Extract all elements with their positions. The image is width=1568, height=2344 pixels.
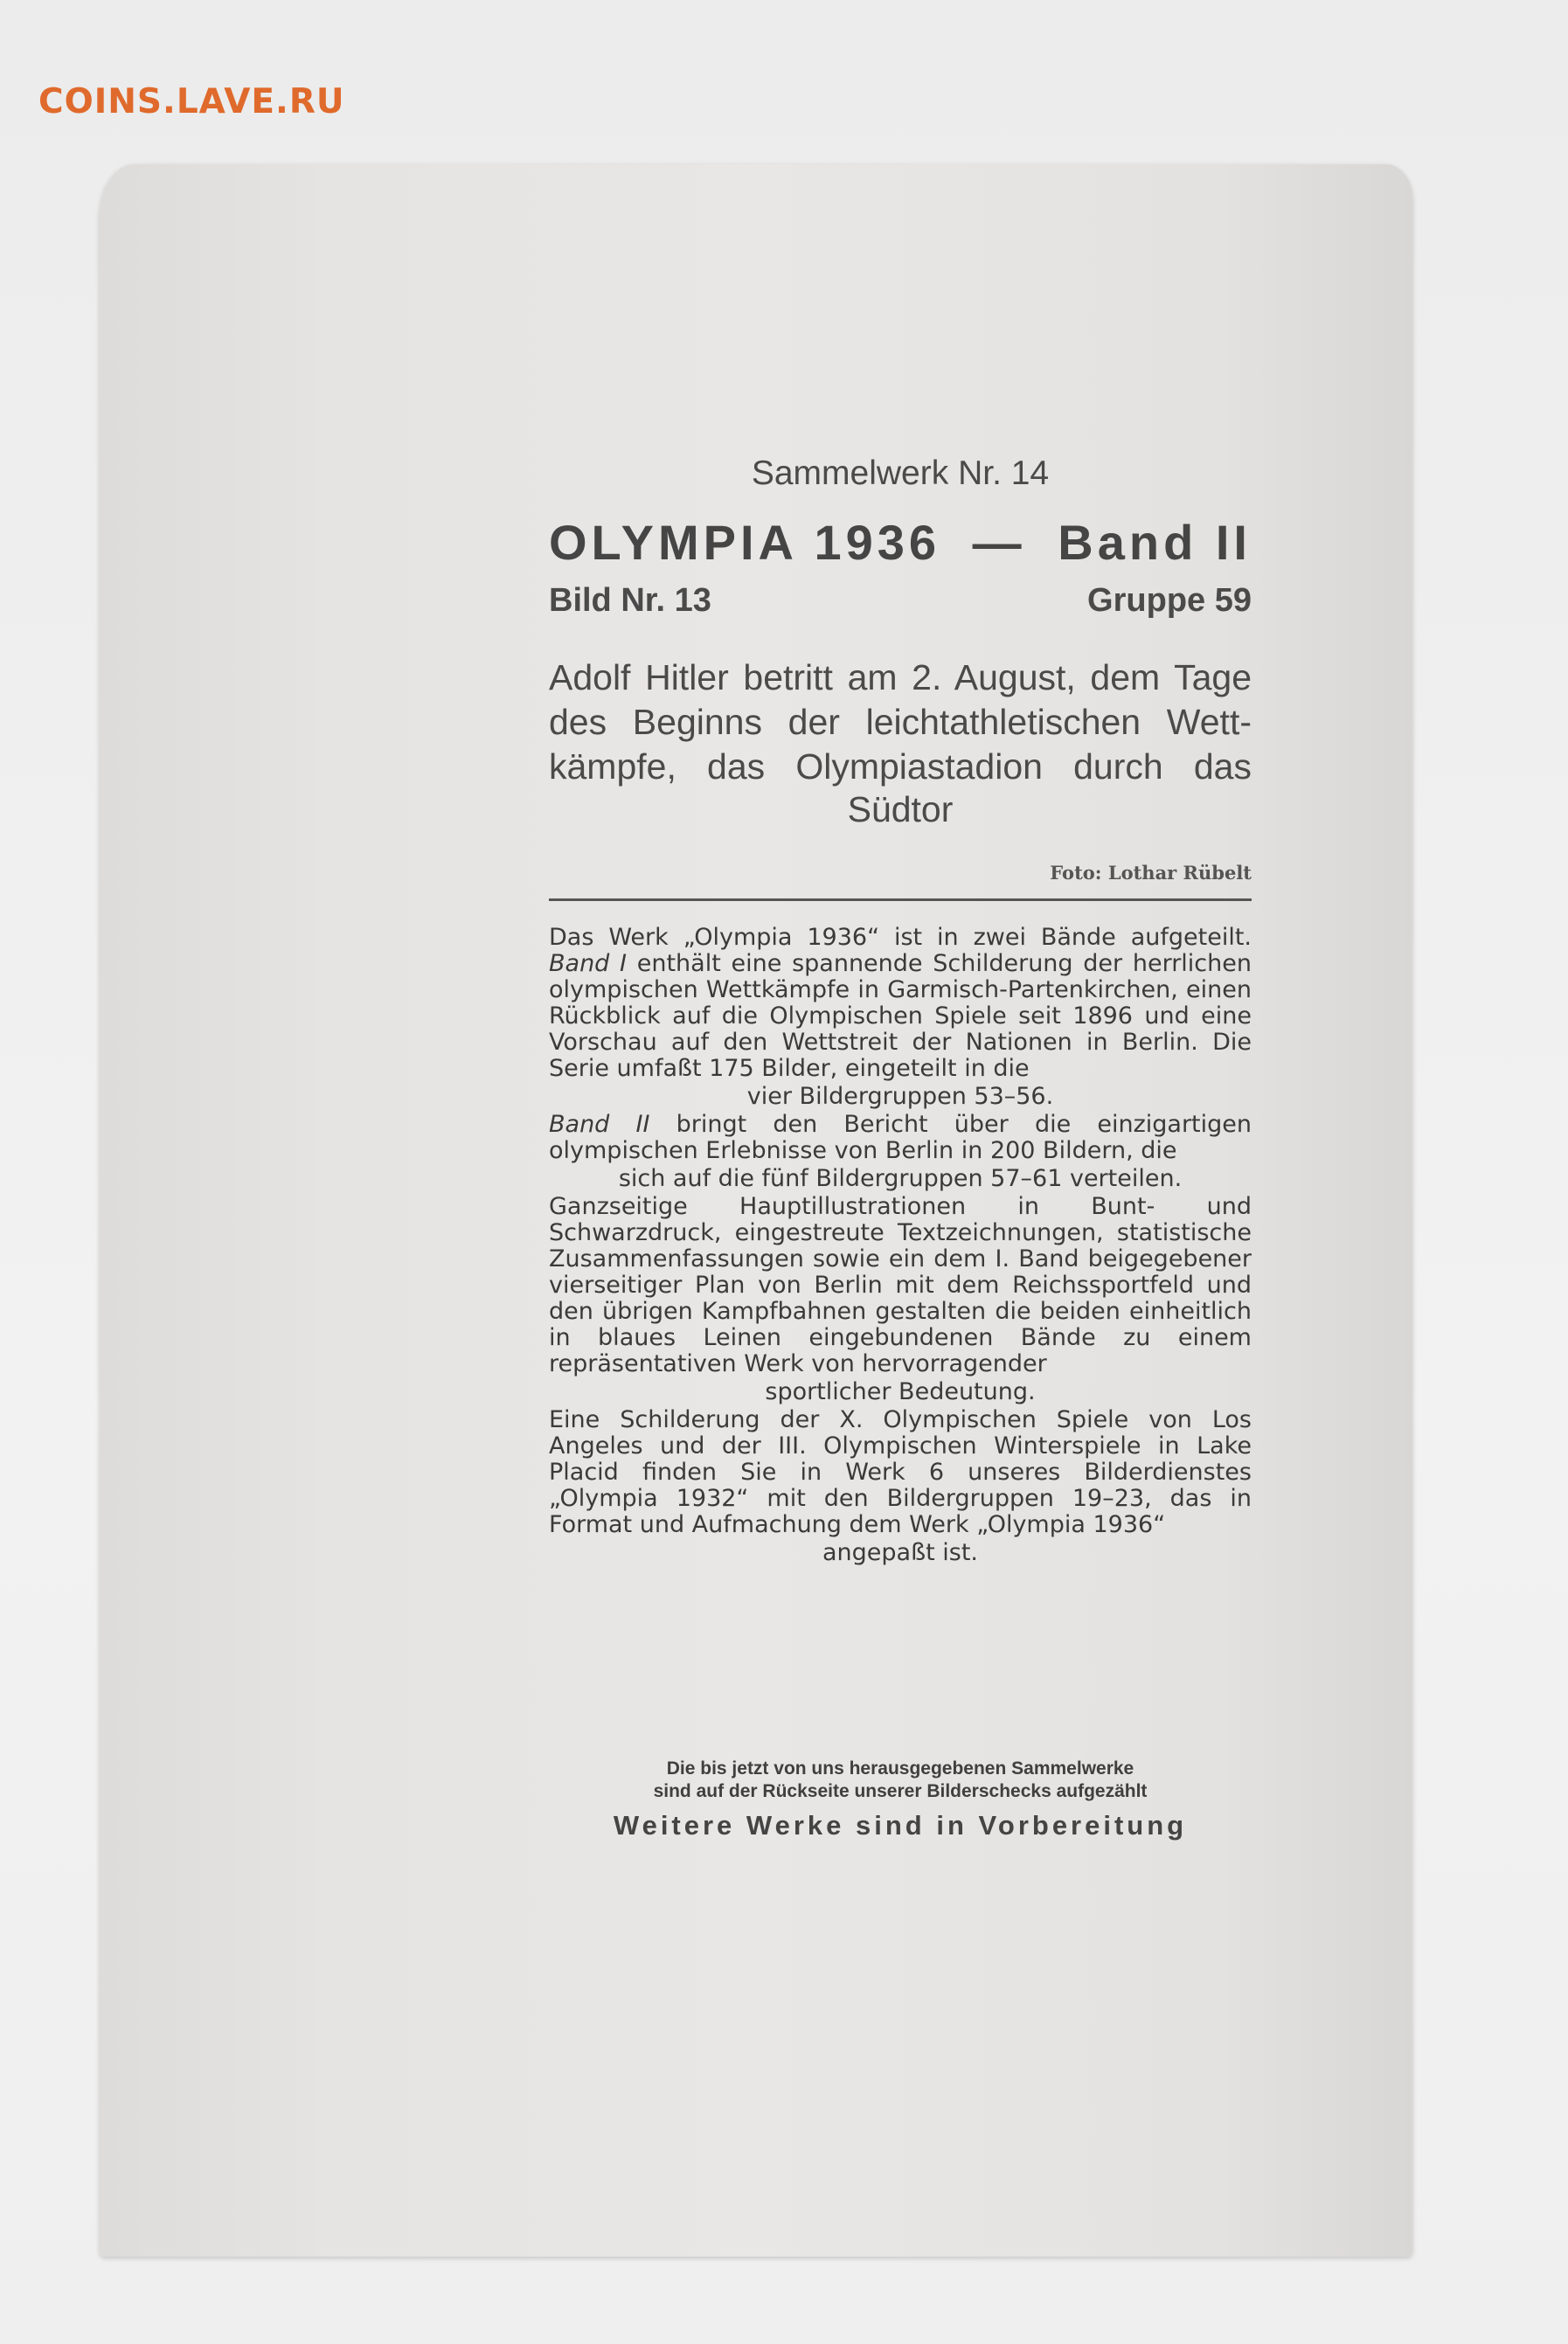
caption-line: Adolf Hitler betritt am 2. August, dem Tage xyxy=(549,657,1252,697)
title-olympia: OLYMPIA 1936 xyxy=(549,515,941,570)
card-title xyxy=(549,514,1252,571)
paragraph-1 xyxy=(549,925,1252,1082)
card-back xyxy=(100,164,1412,2257)
paragraph-3: Ganzseitige Hauptillustrationen in Bunt- und Schwarzdruck, eingestreute Textzeichnungen, statistische Zusammenfassungen sowie ein dem I. Band beigegebener vierseitiger Plan von Berlin mit dem Reichssportfeld und den übrigen Kampfbahnen gestalten die beiden einheitlich in blaues Leinen eingebundenen Bände zu einem repräsentativen Werk von hervorragender xyxy=(549,1193,1252,1377)
paragraph-4: Eine Schilderung der X. Olympischen Spiele von Los Angeles und der III. Olympischen Winterspiele in Lake Placid finden Sie in Werk 6 unseres Bilderdienstes „Olympia 1932“ mit den Bildergruppen 19–23, das in Format und Aufmachung dem Werk „Olympia 1936“ xyxy=(549,1406,1252,1538)
card-meta xyxy=(549,582,1252,620)
paragraph-2-end: sich auf die fünf Bildergruppen 57–61 verteilen. xyxy=(618,1165,1183,1192)
band-label: Band I xyxy=(549,950,628,977)
watermark: COINS.LAVE.RU xyxy=(38,82,345,121)
paragraph-1-end: vier Bildergruppen 53–56. xyxy=(746,1083,1054,1110)
paragraph-text: enthält eine spannende Schilderung der herrlichen olympischen Wettkämpfe in Garmisch-Partenkirchen, einen Rückblick auf die Olympischen Spiele seit 1896 und eine Vorschau auf den Wettstreit der Nationen in Berlin. Die Serie umfaßt 175 Bilder, eingeteilt in die xyxy=(549,950,1252,1082)
note-line: sind auf der Rückseite unserer Bilderschecks aufgezählt xyxy=(653,1781,1148,1801)
paragraph-text: bringt den Bericht über die einzigartigen olympischen Erlebnisse von Berlin in 200 Bildern, die xyxy=(549,1111,1252,1164)
caption-line: des Beginns der leichtathletischen Wett- xyxy=(549,702,1252,742)
description-text xyxy=(549,925,1252,1568)
divider-rule xyxy=(549,898,1252,901)
title-dash: — xyxy=(972,515,1026,570)
paragraph-3-end: sportlicher Bedeutung. xyxy=(765,1378,1036,1405)
series-number: Sammelwerk Nr. 14 xyxy=(751,454,1050,492)
collection-note xyxy=(549,1758,1252,1803)
paragraph-2 xyxy=(549,1112,1252,1164)
paragraph-text: Das Werk „Olympia 1936“ ist in zwei Bände aufgeteilt. xyxy=(549,924,1252,951)
band-label: Band II xyxy=(549,1111,650,1138)
caption-last-line: Südtor xyxy=(847,789,954,829)
photo-credit: Foto: Lothar Rübelt xyxy=(1050,862,1252,884)
more-works-line: Weitere Werke sind in Vorbereitung xyxy=(613,1810,1188,1841)
group-number: Gruppe 59 xyxy=(1087,582,1252,619)
picture-caption xyxy=(549,655,1252,789)
title-band: Band II xyxy=(1058,515,1252,570)
picture-number: Bild Nr. 13 xyxy=(549,582,711,619)
paragraph-4-end: angepaßt ist. xyxy=(822,1539,978,1566)
caption-line: kämpfe, das Olympiastadion durch das xyxy=(549,746,1252,787)
note-line: Die bis jetzt von uns herausgegebenen Sammelwerke xyxy=(666,1758,1134,1779)
